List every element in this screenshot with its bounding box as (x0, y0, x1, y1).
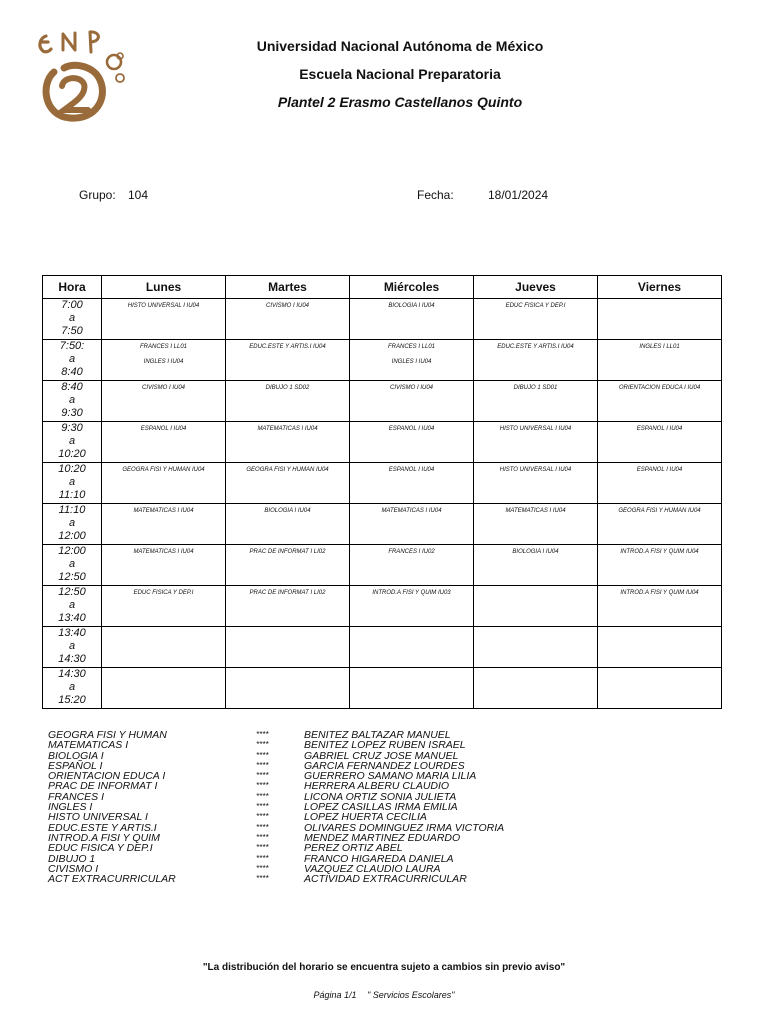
legend-teacher: LOPEZ HUERTA CECILIA (304, 811, 427, 824)
schedule-cell (474, 422, 598, 463)
schedule-cell (102, 504, 226, 545)
schedule-cell (350, 463, 474, 504)
schedule-cell (226, 299, 350, 340)
class-entry: INGLES I IU04 (391, 359, 432, 365)
schedule-cell (102, 586, 226, 627)
legend-subject: DIBUJO 1 (48, 852, 96, 865)
class-entry: BIOLOGIA I IU04 (512, 549, 559, 555)
class-entry: MATEMATICAS I IU04 (381, 508, 442, 514)
time-slot (43, 299, 102, 340)
schedule-row (43, 586, 722, 627)
schedule-row (43, 299, 722, 340)
legend-mark: **** (256, 812, 269, 822)
schedule-cell (350, 545, 474, 586)
legend-mark: **** (256, 771, 269, 781)
class-entry: ESPAÑOL I IU04 (140, 426, 187, 432)
schedule-cell (226, 463, 350, 504)
legend-subject: ORIENTACION EDUCA I (48, 770, 166, 783)
class-entry: ORIENTACION EDUCA I IU04 (618, 385, 701, 391)
schedule-cell (598, 586, 722, 627)
legend-teacher: GARCIA FERNANDEZ LOURDES (304, 759, 465, 772)
legend-mark: **** (256, 791, 269, 801)
class-entry: ESPAÑOL I IU04 (388, 426, 435, 432)
legend-mark: **** (256, 740, 269, 750)
time-sep: a (68, 435, 76, 447)
class-entry: MATEMATICAS I IU04 (505, 508, 566, 514)
schedule-cell (598, 627, 722, 668)
legend-teacher: BENITEZ BALTAZAR MANUEL (304, 729, 451, 741)
time-start: 10:20 (58, 463, 86, 475)
legend-mark: **** (256, 822, 269, 832)
page-footer (0, 990, 768, 1000)
class-entry: INGLES I IU04 (143, 359, 184, 365)
legend-mark: **** (256, 843, 269, 853)
schedule-row (43, 545, 722, 586)
time-sep: a (68, 394, 76, 406)
schedule-cell (102, 463, 226, 504)
enp2-logo-icon (30, 22, 136, 126)
teacher-legend (48, 730, 728, 884)
class-entry: ESPAÑOL I IU04 (636, 467, 683, 473)
schedule-cell (474, 586, 598, 627)
legend-teacher: MENDEZ MARTINEZ EDUARDO (304, 831, 461, 844)
class-entry: MATEMATICAS I IU04 (257, 426, 318, 432)
legend-mark: **** (256, 730, 269, 739)
class-entry: CIVISMO I IU04 (141, 385, 185, 391)
class-entry: EDUC FISICA Y DEP.I (505, 303, 566, 309)
legend-subject: BIOLOGIA I (48, 749, 104, 762)
legend-subject: INGLES I (48, 801, 93, 814)
schedule-row (43, 627, 722, 668)
schedule-cell (226, 668, 350, 709)
schedule-cell (598, 668, 722, 709)
office-name: " Servicios Escolares" (367, 990, 455, 1000)
schedule-row (43, 504, 722, 545)
class-entry: EDUC.ESTE Y ARTIS.I IU04 (249, 344, 326, 350)
class-entry: MATEMATICAS I IU04 (133, 549, 194, 555)
legend-teacher: LICONA ORTIZ SONIA JULIETA (304, 790, 457, 803)
legend-teacher: ACTIVIDAD EXTRACURRICULAR (304, 873, 467, 886)
schedule-cell (350, 299, 474, 340)
schedule-cell (102, 668, 226, 709)
time-slot (43, 668, 102, 709)
schedule-cell (350, 340, 474, 381)
schedule-cell (350, 381, 474, 422)
school-title: Escuela Nacional Preparatoria (299, 66, 501, 82)
schedule-cell (226, 627, 350, 668)
time-slot (43, 463, 102, 504)
legend-subject: PRAC DE INFORMAT I (48, 780, 158, 793)
legend-subject: INTROD.A FISI Y QUIM (48, 831, 160, 844)
class-entry: INTROD.A FISI Y QUIM IU03 (372, 590, 451, 596)
class-entry: INTROD.A FISI Y QUIM IU04 (620, 549, 699, 555)
time-slot (43, 381, 102, 422)
page-number: Página 1/1 (313, 990, 357, 1000)
university-title: Universidad Nacional Autónoma de México (256, 38, 544, 54)
class-entry: HISTO UNIVERSAL I IU04 (499, 467, 572, 473)
time-start: 11:10 (58, 504, 86, 516)
col-viernes: Viernes (598, 276, 722, 299)
class-entry: HISTO UNIVERSAL I IU04 (127, 303, 200, 309)
legend-teacher: PEREZ ORTIZ ABEL (304, 842, 403, 855)
class-entry: INTROD.A FISI Y QUIM IU04 (620, 590, 699, 596)
legend-mark: **** (256, 781, 269, 791)
schedule-row (43, 463, 722, 504)
legend-subject: MATEMATICAS I (48, 739, 129, 752)
class-entry: GEOGRA FISI Y HUMAN IU04 (122, 467, 205, 473)
time-sep: a (68, 353, 76, 365)
schedule-cell (102, 340, 226, 381)
legend-subject: FRANCES I (48, 790, 105, 803)
legend-teacher: OLIVARES DOMINGUEZ IRMA VICTORIA (304, 821, 505, 834)
schedule-cell (226, 586, 350, 627)
legend-mark: **** (256, 874, 269, 884)
col-lunes: Lunes (102, 276, 226, 299)
schedule-cell (102, 422, 226, 463)
legend-teacher: HERRERA ALBERU CLAUDIO (304, 780, 450, 793)
schedule-cell (350, 668, 474, 709)
schedule-cell (102, 299, 226, 340)
time-sep: a (68, 517, 76, 529)
time-slot (43, 504, 102, 545)
time-end: 12:50 (58, 571, 86, 583)
group-label: Grupo: (79, 188, 116, 202)
time-start: 9:30 (61, 422, 83, 434)
class-entry: EDUC.ESTE Y ARTIS.I IU04 (497, 344, 574, 350)
time-sep: a (68, 681, 76, 693)
class-entry: MATEMATICAS I IU04 (133, 508, 194, 514)
schedule-cell (474, 381, 598, 422)
class-entry: ESPAÑOL I IU04 (636, 426, 683, 432)
schedule-cell (598, 504, 722, 545)
schedule-notice: "La distribución del horario se encuentra sujeto a cambios sin previo aviso" (202, 962, 566, 973)
date-label: Fecha: (417, 188, 454, 202)
legend-teacher: LOPEZ CASILLAS IRMA EMILIA (304, 801, 458, 814)
time-sep: a (68, 640, 76, 652)
schedule-cell (474, 340, 598, 381)
time-start: 14:30 (58, 668, 86, 680)
time-end: 12:00 (58, 530, 86, 542)
date-value: 18/01/2024 (488, 188, 549, 202)
col-miercoles: Miércoles (350, 276, 474, 299)
class-entry: GEOGRA FISI Y HUMAN IU04 (618, 508, 701, 514)
legend-subject: CIVISMO I (48, 862, 99, 875)
col-martes: Martes (226, 276, 350, 299)
time-start: 7:50: (59, 340, 85, 352)
schedule-cell (226, 504, 350, 545)
legend-mark: **** (256, 760, 269, 770)
schedule-cell (474, 627, 598, 668)
class-entry: INGLES I LL01 (639, 344, 680, 350)
legend-mark: **** (256, 853, 269, 863)
time-sep: a (68, 476, 76, 488)
class-entry: DIBUJO 1 SD02 (265, 385, 310, 391)
legend-subject: GEOGRA FISI Y HUMAN (48, 729, 167, 741)
campus-title: Plantel 2 Erasmo Castellanos Quinto (277, 94, 523, 110)
class-entry: BIOLOGIA I IU04 (388, 303, 435, 309)
class-entry: GEOGRA FISI Y HUMAN IU04 (246, 467, 329, 473)
schedule-row (43, 422, 722, 463)
time-start: 13:40 (58, 627, 86, 639)
legend-row (48, 874, 728, 884)
time-start: 8:40 (61, 381, 83, 393)
schedule-cell (226, 340, 350, 381)
legend-subject: HISTO UNIVERSAL I (48, 811, 148, 824)
schedule-cell (226, 545, 350, 586)
class-entry: FRANCES I LL01 (387, 344, 436, 350)
class-entry: PRAC DE INFORMAT I LI02 (249, 590, 326, 596)
legend-mark: **** (256, 832, 269, 842)
class-entry: DIBUJO 1 SD01 (513, 385, 558, 391)
legend-teacher: FRANCO HIGAREDA DANIELA (304, 852, 454, 865)
schedule-cell (474, 545, 598, 586)
time-end: 10:20 (58, 448, 86, 460)
schedule-cell (474, 668, 598, 709)
schedule-cell (598, 340, 722, 381)
schedule-cell (598, 381, 722, 422)
time-end: 13:40 (58, 612, 86, 624)
time-end: 14:30 (58, 653, 86, 665)
time-start: 7:00 (61, 299, 83, 311)
class-entry: FRANCES I LL01 (139, 344, 188, 350)
schedule-cell (598, 299, 722, 340)
schedule-table (42, 275, 722, 709)
schedule-cell (474, 463, 598, 504)
schedule-cell (474, 504, 598, 545)
schedule-cell (102, 381, 226, 422)
schedule-cell (226, 422, 350, 463)
legend-mark: **** (256, 863, 269, 873)
schedule-cell (598, 545, 722, 586)
schedule-cell (474, 299, 598, 340)
schedule-row (43, 340, 722, 381)
schedule-header-row (43, 276, 722, 299)
time-sep: a (68, 558, 76, 570)
time-slot (43, 586, 102, 627)
schedule-cell (350, 504, 474, 545)
time-end: 11:10 (58, 489, 86, 501)
schedule-cell (102, 545, 226, 586)
schedule-cell (350, 422, 474, 463)
class-entry: BIOLOGIA I IU04 (264, 508, 311, 514)
legend-subject: EDUC.ESTE Y ARTIS.I (48, 821, 157, 834)
group-value: 104 (128, 188, 149, 202)
class-entry: CIVISMO I IU04 (265, 303, 309, 309)
schedule-cell (350, 627, 474, 668)
time-end: 9:30 (61, 407, 83, 419)
class-entry: ESPAÑOL I IU04 (388, 467, 435, 473)
time-slot (43, 422, 102, 463)
legend-teacher: BENITEZ LOPEZ RUBEN ISRAEL (304, 739, 466, 752)
time-end: 15:20 (58, 694, 86, 706)
class-entry: HISTO UNIVERSAL I IU04 (499, 426, 572, 432)
time-slot (43, 627, 102, 668)
legend-teacher: GUERRERO SAMANO MARIA LILIA (304, 770, 477, 783)
class-entry: PRAC DE INFORMAT I LI02 (249, 549, 326, 555)
legend-subject: ACT EXTRACURRICULAR (48, 873, 176, 886)
class-entry: EDUC FISICA Y DEP.I (133, 590, 194, 596)
time-sep: a (68, 312, 76, 324)
schedule-cell (226, 381, 350, 422)
schedule-cell (598, 422, 722, 463)
time-sep: a (68, 599, 76, 611)
time-start: 12:00 (58, 545, 86, 557)
schedule-cell (598, 463, 722, 504)
schedule-cell (102, 627, 226, 668)
time-slot (43, 340, 102, 381)
time-start: 12:50 (58, 586, 86, 598)
time-end: 8:40 (61, 366, 83, 378)
schedule-cell (350, 586, 474, 627)
schedule-row (43, 381, 722, 422)
schedule-row (43, 668, 722, 709)
class-entry: FRANCES I IU02 (388, 549, 435, 555)
col-hora: Hora (43, 276, 102, 299)
legend-teacher: GABRIEL CRUZ JOSE MANUEL (304, 749, 459, 762)
legend-mark: **** (256, 750, 269, 760)
time-slot (43, 545, 102, 586)
legend-subject: ESPAÑOL I (48, 759, 103, 772)
class-entry: CIVISMO I IU04 (389, 385, 433, 391)
legend-subject: EDUC FISICA Y DEP.I (48, 842, 153, 855)
col-jueves: Jueves (474, 276, 598, 299)
time-end: 7:50 (61, 325, 83, 337)
legend-teacher: VAZQUEZ CLAUDIO LAURA (304, 862, 441, 875)
legend-mark: **** (256, 802, 269, 812)
